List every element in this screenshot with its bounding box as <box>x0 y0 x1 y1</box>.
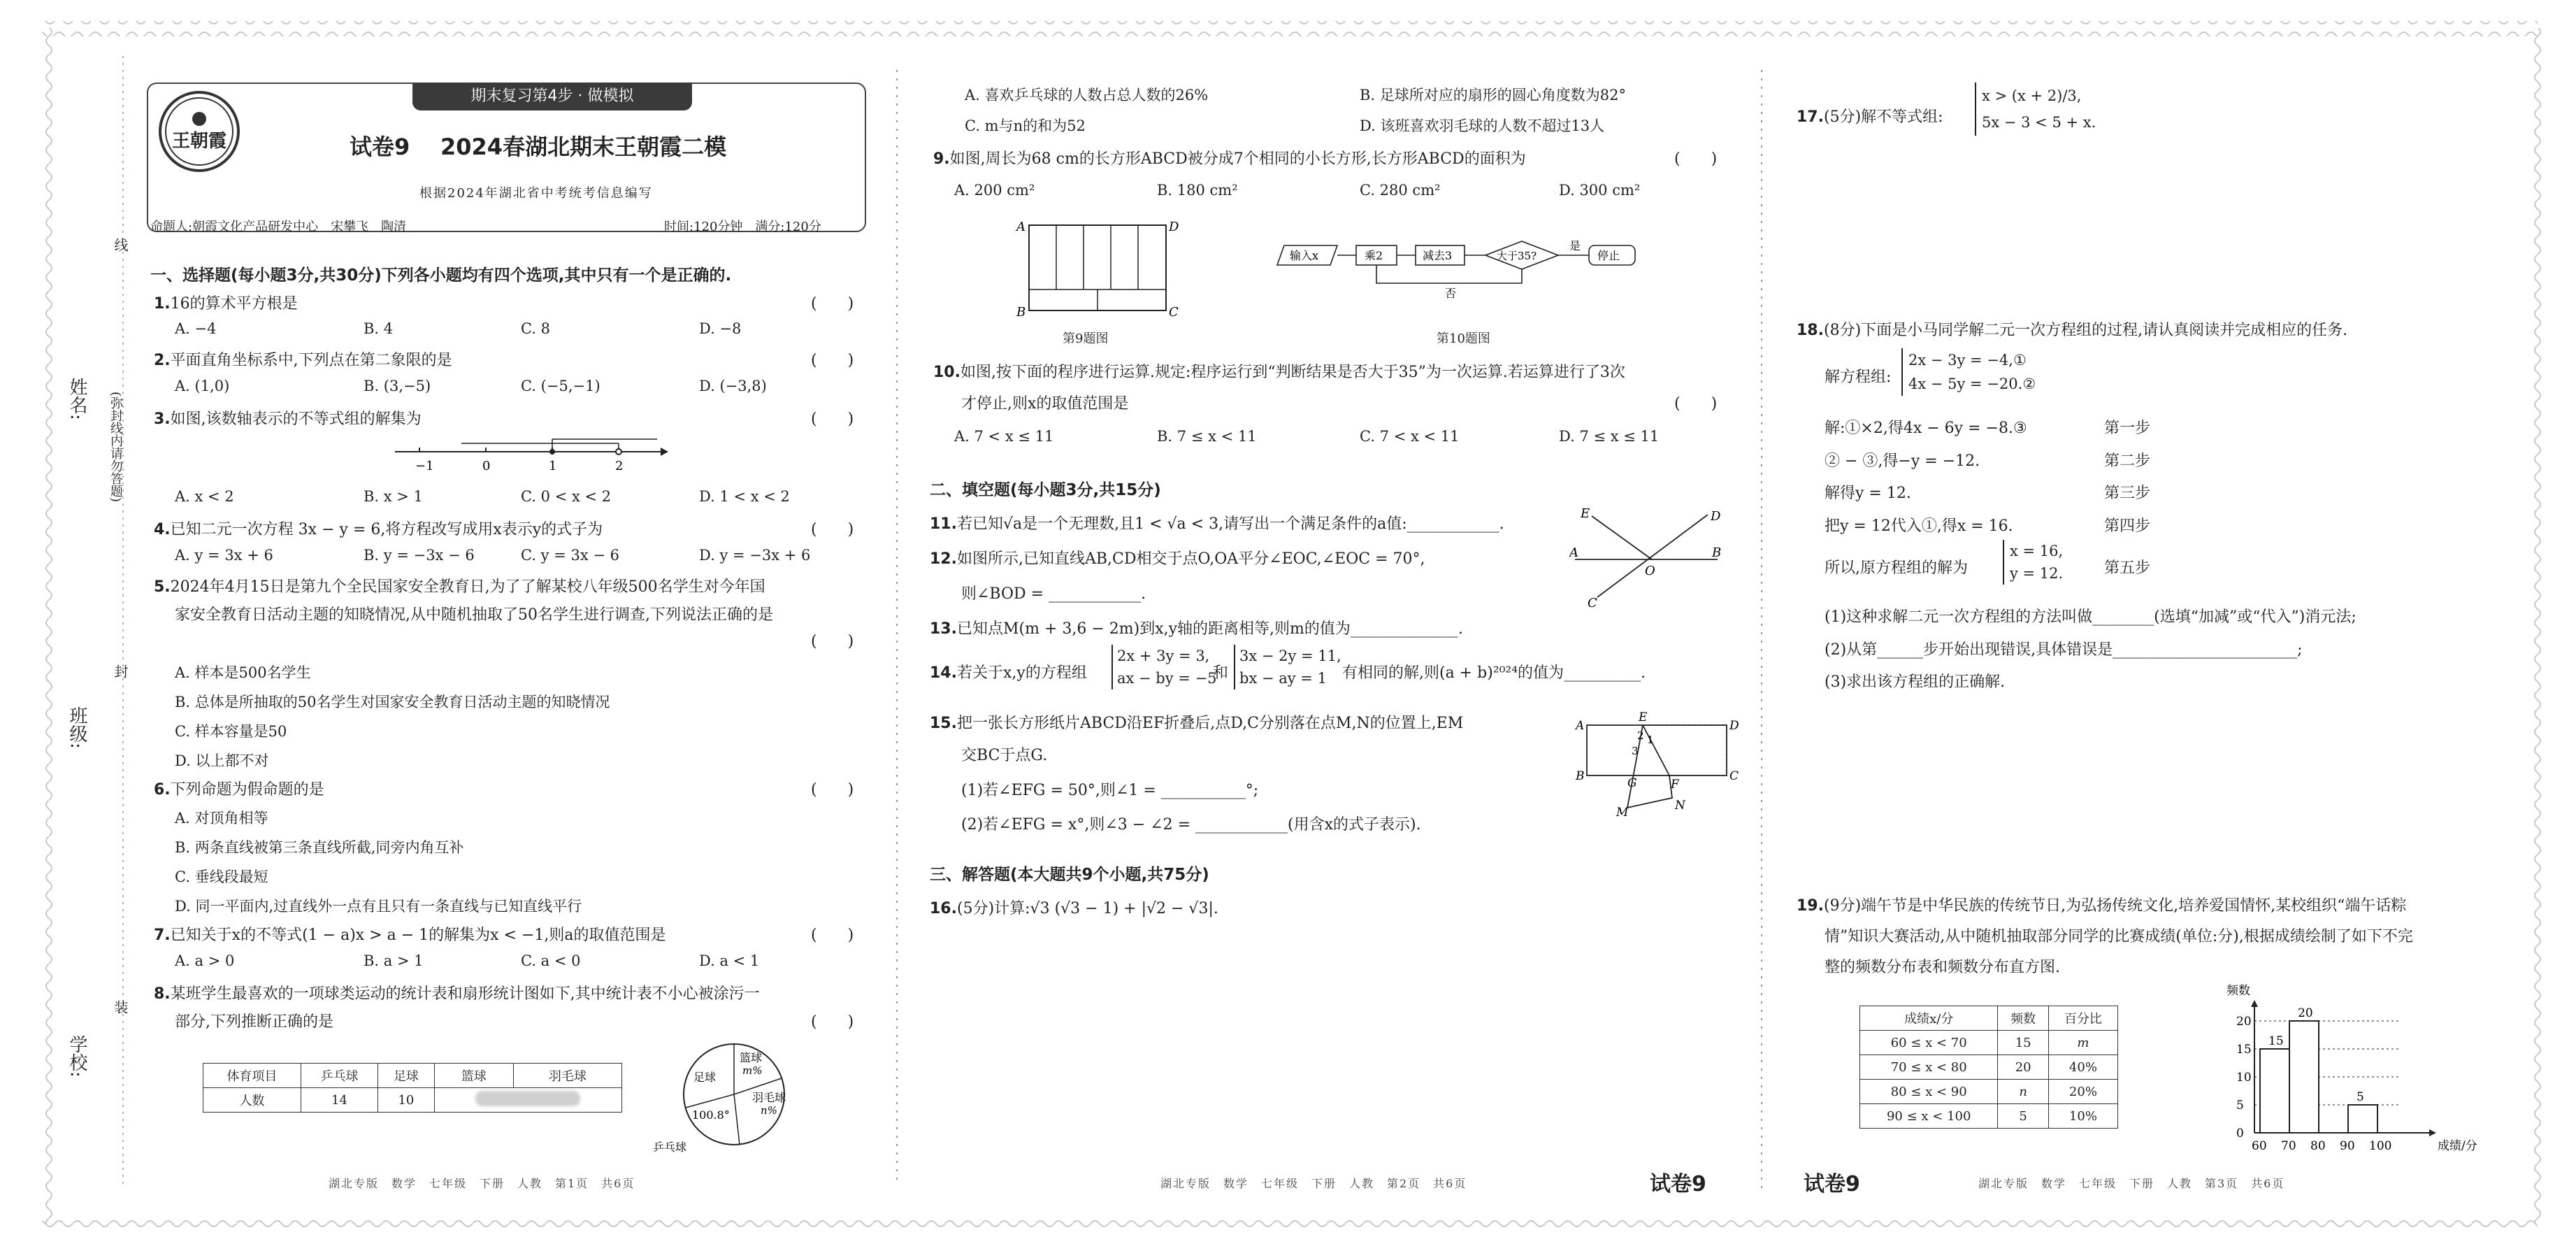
q3-option-b[interactable]: B. x > 1 <box>364 488 423 505</box>
q19-text-line2: 情”知识大赛活动,从中随机抽取部分同学的比赛成绩(单位:分),根据成绩绘制了如下不完 <box>1825 928 2413 945</box>
q18-step2-tag: 第二步 <box>2104 452 2151 470</box>
section-fill-title: 二、填空题(每小题3分,共15分) <box>930 481 1161 499</box>
q18-part3: (3)求出该方程组的正确解. <box>1825 673 2006 691</box>
q4-option-d[interactable]: D. y = −3x + 6 <box>699 547 811 564</box>
q2-option-a[interactable]: A. (1,0) <box>175 378 230 394</box>
q18-system-prefix: 解方程组: <box>1825 369 1892 386</box>
q13-number: 13. <box>930 620 957 638</box>
flow-stop: 停止 <box>1597 249 1620 262</box>
y-axis-arrow <box>2251 1000 2258 1007</box>
q8-text-line2: 部分,下列推断正确的是 <box>175 1013 333 1031</box>
q9-label-b: B <box>1016 305 1026 320</box>
time-score: 时间:120分钟 满分:120分 <box>664 220 821 234</box>
flow-yes: 是 <box>1569 239 1581 252</box>
footer-page1: 湖北专版 数学 七年级 下册 人教 第1页 共6页 <box>329 1177 635 1190</box>
q3-option-d[interactable]: D. 1 < x < 2 <box>699 488 790 505</box>
q8-td-football: 10 <box>378 1088 435 1113</box>
exam-label-page3: 试卷9 <box>1804 1172 1860 1196</box>
q5-option-b[interactable]: B. 总体是所抽取的50名学生对国家安全教育日活动主题的知晓情况 <box>175 694 610 710</box>
q10-option-b[interactable]: B. 7 ≤ x < 11 <box>1157 428 1257 445</box>
q15-angle1: 1 <box>1647 734 1654 746</box>
q8-smudged-cell <box>434 1088 621 1113</box>
q13-blank[interactable]: ______________. <box>1350 620 1463 638</box>
pie-football-label: 足球 <box>693 1071 717 1084</box>
q18-step5-tag: 第五步 <box>2104 559 2151 577</box>
q2-option-b[interactable]: B. (3,−5) <box>364 378 431 394</box>
school-label: 学校: <box>66 1035 87 1078</box>
q15-blank2[interactable]: ____________ <box>1195 816 1288 834</box>
q19-r3-pct: 20% <box>2048 1080 2117 1104</box>
q8-td-count: 人数 <box>203 1088 301 1113</box>
q1-option-c[interactable]: C. 8 <box>521 320 551 337</box>
x-tick-label-100: 100 <box>2369 1139 2392 1153</box>
q5-option-c[interactable]: C. 样本容量是50 <box>175 723 287 740</box>
q14-system2 <box>1234 645 1341 689</box>
q3-answer-bracket[interactable]: ( ) <box>811 410 854 428</box>
q19-th-score: 成绩x/分 <box>1860 1006 1998 1031</box>
q9-label-a: A <box>1016 220 1026 234</box>
q10-option-a[interactable]: A. 7 < x ≤ 11 <box>954 428 1054 445</box>
q12-label-e: E <box>1581 506 1590 521</box>
y-tick-label-5: 5 <box>2236 1099 2244 1113</box>
q9-option-c[interactable]: C. 280 cm² <box>1360 182 1441 199</box>
q18-eq1: 2x − 3y = −4,① <box>1908 352 2027 369</box>
q17-eq2: 5x − 3 < 5 + x. <box>1982 114 2096 131</box>
q15-text-line1: 把一张长方形纸片ABCD沿EF折叠后,点D,C分别落在点M,N的位置上,EM <box>956 715 1464 732</box>
q3-text: 如图,该数轴表示的不等式组的解集为 <box>170 410 422 428</box>
tie-mark: 装 <box>112 1000 129 1014</box>
pie-badminton-pct: n% <box>761 1104 777 1117</box>
q19-frequency-table <box>1859 1006 2118 1129</box>
q6-option-a[interactable]: A. 对顶角相等 <box>175 810 268 827</box>
pie-basketball-label: 篮球 <box>740 1051 763 1064</box>
q17-text: (5分)解不等式组: <box>1823 108 1943 126</box>
q19-r1-range: 60 ≤ x < 70 <box>1860 1031 1998 1055</box>
y-tick-label-15: 15 <box>2236 1043 2252 1057</box>
authors: 命题人:朝霞文化产品研发中心 宋攀飞 陶清 <box>150 220 407 234</box>
q7-option-d[interactable]: D. a < 1 <box>699 952 760 969</box>
q3-number: 3. <box>154 410 171 428</box>
y-axis-label: 频数 <box>2226 984 2250 998</box>
q2-answer-bracket[interactable]: ( ) <box>811 352 854 369</box>
q6-option-c[interactable]: C. 垂线段最短 <box>175 868 268 885</box>
q19-th-pct: 百分比 <box>2048 1006 2117 1031</box>
q1-answer-bracket[interactable]: ( ) <box>811 295 854 313</box>
q18-step4: 把y = 12代入①,得x = 16. <box>1825 517 2013 535</box>
q15-label-m: M <box>1616 806 1629 820</box>
q9-label-c: C <box>1169 305 1179 320</box>
q8-th-item: 体育项目 <box>203 1064 301 1088</box>
q14-s2-line2: bx − ay = 1 <box>1239 670 1327 687</box>
q12-lines-figure <box>1569 505 1737 610</box>
q18-result2: y = 12. <box>2010 565 2064 582</box>
q15-angle2: 2 <box>1637 729 1644 742</box>
q15-label-n: N <box>1675 799 1685 813</box>
q19-r1-pct: m <box>2048 1031 2117 1055</box>
q18-step2: ② − ③,得−y = −12. <box>1825 452 1980 470</box>
q14-system1 <box>1111 645 1217 689</box>
q12-number: 12. <box>930 550 957 568</box>
pie-pingpong-label: 乒乓球 <box>653 1141 687 1154</box>
exam-label-page2: 试卷9 <box>1650 1172 1706 1196</box>
q1-text: 16的算术平方根是 <box>170 295 298 313</box>
step-banner: 期末复习第4步 · 做模拟 <box>412 83 692 110</box>
q8-option-a[interactable]: A. 喜欢乒乓球的人数占总人数的26% <box>965 87 1209 103</box>
q19-text-line1: (9分)端午节是中华民族的传统节日,为弘扬传统文化,培养爱国情怀,某校组织“端午话粽 <box>1823 897 2407 915</box>
q15-label-e: E <box>1639 710 1648 724</box>
seal-mark: 封 <box>112 664 129 678</box>
q1-option-d[interactable]: D. −8 <box>699 320 742 337</box>
line-mark: 线 <box>112 238 129 252</box>
q15-sub2-note: (用含x的式子表示). <box>1288 816 1421 834</box>
q12-label-o: O <box>1645 564 1655 578</box>
q15-sub2: (2)若∠EFG = x°,则∠3 − ∠2 = <box>961 816 1196 834</box>
q18-step5: 所以,原方程组的解为 <box>1825 559 1968 577</box>
q4-option-a[interactable]: A. y = 3x + 6 <box>175 547 273 564</box>
x-axis-arrow <box>2429 1129 2436 1136</box>
q2-option-d[interactable]: D. (−3,8) <box>699 378 767 394</box>
q4-answer-bracket[interactable]: ( ) <box>811 521 854 538</box>
flow-input: 输入x <box>1290 249 1319 262</box>
q8-pie-chart <box>650 1035 825 1154</box>
q19-r4-pct: 10% <box>2048 1104 2117 1129</box>
q17-system <box>1975 83 2096 136</box>
histogram-bar-70-80 <box>2289 1021 2319 1133</box>
q14-s1-line2: ax − by = −5 <box>1117 670 1217 687</box>
q18-step1: 解:①×2,得4x − 6y = −8.③ <box>1825 420 2027 437</box>
flow-no: 否 <box>1445 287 1457 300</box>
q15-label-f: F <box>1671 778 1679 792</box>
q18-number: 18. <box>1797 322 1824 339</box>
q6-text: 下列命题为假命题的是 <box>170 781 324 799</box>
tick-neg1: −1 <box>415 459 434 473</box>
footer-page2: 湖北专版 数学 七年级 下册 人教 第2页 共6页 <box>1160 1177 1467 1190</box>
q1-number: 1. <box>154 295 171 313</box>
x-tick-label-90: 90 <box>2340 1139 2355 1153</box>
q18-part2[interactable]: (2)从第______步开始出现错误,具体错误是________________________; <box>1825 641 2303 659</box>
section-choice-title: 一、选择题(每小题3分,共30分)下列各小题均有四个选项,其中只有一个是正确的. <box>150 266 732 285</box>
q15-label-a: A <box>1576 719 1585 733</box>
q17-eq1: x > (x + 2)/3, <box>1982 87 2082 104</box>
q18-result1: x = 16, <box>2010 543 2064 559</box>
q18-step4-tag: 第四步 <box>2104 517 2151 535</box>
q9-rectangle-figure <box>1014 217 1181 322</box>
q15-label-g: G <box>1627 776 1637 790</box>
q6-option-b[interactable]: B. 两条直线被第三条直线所截,同旁内角互补 <box>175 839 464 856</box>
q4-number: 4. <box>154 521 171 538</box>
histogram-bar-90-100 <box>2348 1105 2377 1133</box>
x-axis-label: 成绩/分 <box>2438 1139 2477 1153</box>
q19-r4-freq: 5 <box>1998 1104 2048 1129</box>
q8-th-basketball: 篮球 <box>434 1064 513 1088</box>
exam-title: 2024春湖北期末王朝霞二模 <box>440 134 727 160</box>
q5-option-d[interactable]: D. 以上都不对 <box>175 752 269 769</box>
tick-0: 0 <box>482 459 491 473</box>
q8-answer-bracket[interactable]: ( ) <box>811 1013 854 1031</box>
name-label: 姓名: <box>66 378 87 420</box>
seal-note: (弥封线内请勿答题) <box>108 392 123 503</box>
q14-blank[interactable]: __________. <box>1564 664 1646 682</box>
q18-eq2: 4x − 5y = −20.② <box>1908 376 2036 392</box>
q8-th-pingpong: 乒乓球 <box>301 1064 377 1088</box>
q6-number: 6. <box>154 781 171 799</box>
q14-number: 14. <box>930 664 957 682</box>
q10-number: 10. <box>933 364 960 381</box>
q9-option-b[interactable]: B. 180 cm² <box>1157 182 1238 199</box>
q19-r2-range: 70 ≤ x < 80 <box>1860 1055 1998 1080</box>
q16-text: (5分)计算:√3 (√3 − 1) + |√2 − √3|. <box>956 900 1218 917</box>
q10-text-line2: 才停止,则x的取值范围是 <box>961 395 1129 413</box>
number-line-figure <box>391 434 671 476</box>
tick-1: 1 <box>549 459 557 473</box>
q12-label-a: A <box>1569 545 1578 560</box>
footer-page3: 湖北专版 数学 七年级 下册 人教 第3页 共6页 <box>1978 1177 2285 1190</box>
q19-text-line3: 整的频数分布表和频数分布直方图. <box>1825 959 2060 976</box>
bar-value-label-90-100: 5 <box>2356 1090 2364 1104</box>
q12-label-c: C <box>1588 596 1597 610</box>
q17-number: 17. <box>1797 108 1824 126</box>
q12-text-line2: 则∠BOD = <box>961 585 1049 603</box>
y-tick-label-10: 10 <box>2236 1071 2252 1085</box>
q8-td-pingpong: 14 <box>301 1088 377 1113</box>
q19-r3-freq: n <box>1998 1080 2048 1104</box>
q7-option-a[interactable]: A. a > 0 <box>175 952 235 969</box>
flow-subtract: 减去3 <box>1423 249 1453 262</box>
q7-text: 已知关于x的不等式(1 − a)x > a − 1的解集为x < −1,则a的取值范围是 <box>170 927 666 944</box>
q5-number: 5. <box>154 578 171 596</box>
q18-step3-tag: 第三步 <box>2104 485 2151 502</box>
q19-histogram <box>2202 982 2496 1161</box>
exam-number: 试卷9 <box>350 134 410 160</box>
q5-text-line2: 家安全教育日活动主题的知晓情况,从中随机抽取了50名学生进行调查,下列说法正确的是 <box>175 606 773 624</box>
x-tick-label-70: 70 <box>2281 1139 2296 1153</box>
q5-option-a[interactable]: A. 样本是500名学生 <box>175 664 311 681</box>
q14-pre: 若关于x,y的方程组 <box>956 664 1087 682</box>
q9-answer-bracket[interactable]: ( ) <box>1674 150 1718 168</box>
q1-option-b[interactable]: B. 4 <box>364 320 394 337</box>
q18-step3: 解得y = 12. <box>1825 485 1911 502</box>
histogram-bar-60-70 <box>2260 1049 2289 1133</box>
q2-number: 2. <box>154 352 171 369</box>
q15-label-c: C <box>1729 769 1739 783</box>
q3-option-c[interactable]: C. 0 < x < 2 <box>521 488 612 505</box>
q15-number: 15. <box>930 715 957 732</box>
q15-blank1[interactable]: ___________°; <box>1160 782 1259 799</box>
q15-label-d: D <box>1729 719 1739 733</box>
tick-2: 2 <box>615 459 624 473</box>
q19-r4-range: 90 ≤ x < 100 <box>1860 1104 1998 1129</box>
q4-option-b[interactable]: B. y = −3x − 6 <box>364 547 475 564</box>
exam-subtitle: 根据2024年湖北省中考统考信息编写 <box>419 186 653 201</box>
q3-option-a[interactable]: A. x < 2 <box>175 488 234 505</box>
bar-value-label-60-70: 15 <box>2268 1034 2284 1048</box>
q19-r3-range: 80 ≤ x < 90 <box>1860 1080 1998 1104</box>
pie-angle-label: 100.8° <box>692 1108 730 1122</box>
q18-result-system <box>2003 540 2063 585</box>
q11-text: 若已知√a是一个无理数,且1 < √a < 3,请写出一个满足条件的a值: <box>956 515 1407 533</box>
q19-th-freq: 频数 <box>1998 1006 2048 1031</box>
q12-label-d: D <box>1711 509 1721 524</box>
q16-number: 16. <box>930 900 957 917</box>
q19-r2-freq: 20 <box>1998 1055 2048 1080</box>
q9-number: 9. <box>933 150 950 168</box>
q7-number: 7. <box>154 927 171 944</box>
q10-option-c[interactable]: C. 7 < x < 11 <box>1360 428 1460 445</box>
q7-option-b[interactable]: B. a > 1 <box>364 952 424 969</box>
q1-option-a[interactable]: A. −4 <box>175 320 217 337</box>
flow-multiply: 乘2 <box>1365 249 1383 262</box>
pie-basketball-pct: m% <box>742 1064 763 1077</box>
q10-option-d[interactable]: D. 7 ≤ x ≤ 11 <box>1559 428 1660 445</box>
q2-option-c[interactable]: C. (−5,−1) <box>521 378 600 394</box>
q19-r1-freq: 15 <box>1998 1031 2048 1055</box>
q14-and: 和 <box>1213 664 1229 682</box>
q14-post: 有相同的解,则(a + b)²⁰²⁴的值为 <box>1342 664 1564 682</box>
q4-option-c[interactable]: C. y = 3x − 6 <box>521 547 619 564</box>
svg-text:王朝霞: 王朝霞 <box>171 131 227 152</box>
q5-answer-bracket[interactable]: ( ) <box>811 633 854 650</box>
q11-number: 11. <box>930 515 957 533</box>
q14-s1-line1: 2x + 3y = 3, <box>1117 648 1210 664</box>
q12-text-line1: 如图所示,已知直线AB,CD相交于点O,OA平分∠EOC,∠EOC = 70°, <box>956 550 1425 568</box>
q15-label-b: B <box>1576 769 1585 783</box>
q10-text-line1: 如图,按下面的程序进行运算.规定:程序运行到“判断结果是否大于35”为一次运算.若运算进行了3次 <box>960 364 1625 381</box>
x-tick-label-60: 60 <box>2252 1139 2267 1153</box>
y-tick-label-0: 0 <box>2236 1127 2244 1141</box>
section-solve-title: 三、解答题(本大题共9个小题,共75分) <box>930 866 1209 884</box>
q9-text: 如图,周长为68 cm的长方形ABCD被分成7个相同的小长方形,长方形ABCD的面积为 <box>949 150 1526 168</box>
q18-system <box>1901 348 2036 396</box>
q6-option-d[interactable]: D. 同一平面内,过直线外一点有且只有一条直线与已知直线平行 <box>175 898 582 915</box>
q19-r2-pct: 40% <box>2048 1055 2117 1080</box>
q18-part1[interactable]: (1)这种求解二元一次方程组的方法叫做________(选填“加减”或“代入”)消元法; <box>1825 608 2356 626</box>
q9-option-a[interactable]: A. 200 cm² <box>954 182 1035 199</box>
q19-number: 19. <box>1797 897 1824 915</box>
q15-angle3: 3 <box>1632 745 1639 757</box>
bar-value-label-70-80: 20 <box>2298 1006 2313 1020</box>
q15-fold-figure <box>1573 710 1741 825</box>
q9-label-d: D <box>1169 220 1179 234</box>
q12-label-b: B <box>1712 545 1722 560</box>
q2-text: 平面直角坐标系中,下列点在第二象限的是 <box>170 352 452 369</box>
q10-answer-bracket[interactable]: ( ) <box>1674 395 1718 413</box>
q8-th-football: 足球 <box>378 1064 435 1088</box>
q9-caption: 第9题图 <box>1063 331 1109 346</box>
q8-option-b[interactable]: B. 足球所对应的扇形的圆心角度数为82° <box>1360 87 1627 103</box>
q7-answer-bracket[interactable]: ( ) <box>811 927 854 944</box>
q7-option-c[interactable]: C. a < 0 <box>521 952 581 969</box>
q10-flowchart <box>1269 234 1674 304</box>
class-label: 班级: <box>66 706 87 749</box>
brand-logo <box>157 90 241 173</box>
q12-blank[interactable]: ____________. <box>1049 585 1146 603</box>
y-tick-label-20: 20 <box>2236 1015 2252 1029</box>
q4-text: 已知二元一次方程 3x − y = 6,将方程改写成用x表示y的式子为 <box>170 521 603 538</box>
flow-condition: 大于35? <box>1497 250 1537 262</box>
q18-step1-tag: 第一步 <box>2104 420 2151 437</box>
q8-option-d[interactable]: D. 该班喜欢羽毛球的人数不超过13人 <box>1360 117 1605 134</box>
q8-option-c[interactable]: C. m与n的和为52 <box>965 117 1086 134</box>
q11-blank[interactable]: ____________. <box>1406 515 1504 533</box>
q8-stats-table <box>203 1063 622 1113</box>
q10-caption: 第10题图 <box>1437 331 1490 346</box>
q8-th-badminton: 羽毛球 <box>514 1064 622 1088</box>
x-tick-label-80: 80 <box>2310 1139 2326 1153</box>
q15-sub1: (1)若∠EFG = 50°,则∠1 = <box>961 782 1161 799</box>
q15-text-line2: 交BC于点G. <box>961 747 1048 764</box>
q8-number: 8. <box>154 985 171 1003</box>
pie-badminton-label: 羽毛球 <box>752 1091 786 1104</box>
q14-s2-line1: 3x − 2y = 11, <box>1239 648 1341 664</box>
q8-text-line1: 某班学生最喜欢的一项球类运动的统计表和扇形统计图如下,其中统计表不小心被涂污一 <box>170 985 760 1003</box>
q13-text: 已知点M(m + 3,6 − 2m)到x,y轴的距离相等,则m的值为 <box>956 620 1351 638</box>
q9-option-d[interactable]: D. 300 cm² <box>1559 182 1641 199</box>
q5-text-line1: 2024年4月15日是第九个全民国家安全教育日,为了了解某校八年级500名学生对今年国 <box>170 578 765 596</box>
q6-answer-bracket[interactable]: ( ) <box>811 781 854 799</box>
q18-text: (8分)下面是小马同学解二元一次方程组的过程,请认真阅读并完成相应的任务. <box>1823 322 2348 339</box>
